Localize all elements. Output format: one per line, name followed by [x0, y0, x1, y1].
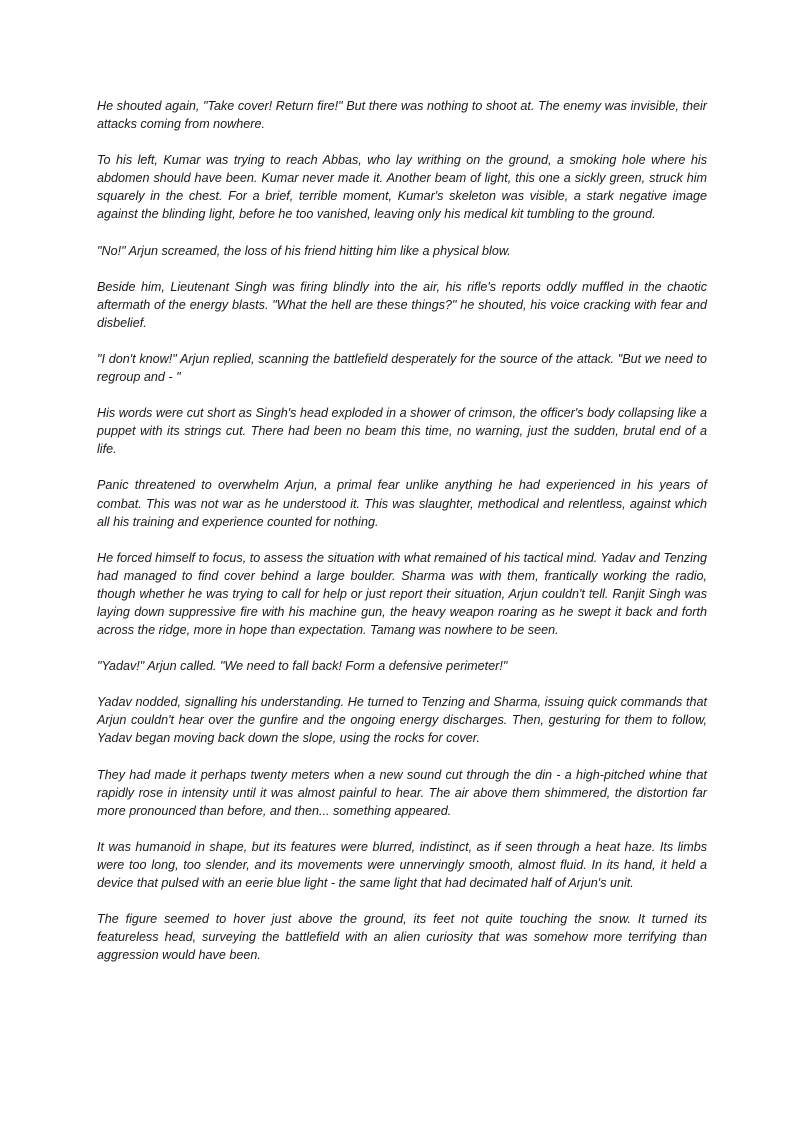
- paragraph: The figure seemed to hover just above the ground, its feet not quite touching the snow. It turned its featureless head, surveying the battlefield with an alien curiosity that was somehow more terrifying than aggression would have been.: [97, 912, 707, 963]
- paragraph: "No!" Arjun screamed, the loss of his friend hitting him like a physical blow.: [97, 243, 511, 258]
- document-page: [97, 97, 707, 982]
- paragraph: He forced himself to focus, to assess the situation with what remained of his tactical mind. Yadav and Tenzing had managed to find cover behind a large boulder. Sharma was with them, frantically working the radio, though whether he was trying to call for help or just report their situation, Arjun couldn't tell. Ranjit Singh was laying down suppressive fire with his machine gun, the heavy weapon roaring as he swept it back and forth across the ridge, more in hope than expectation. Tamang was nowhere to be seen.: [97, 550, 707, 638]
- paragraph: Beside him, Lieutenant Singh was firing blindly into the air, his rifle's reports oddly muffled in the chaotic aftermath of the energy blasts. "What the hell are these things?" he shouted, his voice cracking with fear and disbelief.: [97, 279, 707, 330]
- paragraph: He shouted again, "Take cover! Return fire!" But there was nothing to shoot at. The enemy was invisible, their attacks coming from nowhere.: [97, 99, 707, 132]
- paragraph: It was humanoid in shape, but its features were blurred, indistinct, as if seen through a heat haze. Its limbs were too long, too slender, and its movements were unnervingly smooth, almost fluid. In its hand, it held a device that pulsed with an eerie blue light - the same light that had decimated half of Arjun's unit.: [97, 839, 707, 890]
- paragraph: To his left, Kumar was trying to reach Abbas, who lay writhing on the ground, a smoking hole where his abdomen should have been. Kumar never made it. Another beam of light, this one a sickly green, struck him squarely in the chest. For a brief, terrible moment, Kumar's skeleton was visible, a stark negative image against the blinding light, before he too vanished, leaving only his medical kit tumbling to the ground.: [97, 153, 707, 222]
- paragraph: Panic threatened to overwhelm Arjun, a primal fear unlike anything he had experienced in his years of combat. This was not war as he understood it. This was slaughter, methodical and relentless, against which all his training and experience counted for nothing.: [97, 478, 707, 529]
- paragraph: His words were cut short as Singh's head exploded in a shower of crimson, the officer's body collapsing like a puppet with its strings cut. There had been no beam this time, no warning, just the sudden, brutal end of a life.: [97, 406, 707, 457]
- paragraph: "I don't know!" Arjun replied, scanning the battlefield desperately for the source of the attack. "But we need to regroup and - ": [97, 351, 707, 385]
- paragraph: They had made it perhaps twenty meters when a new sound cut through the din - a high-pitched whine that rapidly rose in intensity until it was almost painful to hear. The air above them shimmered, the distortion far more pronounced than before, and then... something appeared.: [97, 767, 707, 818]
- paragraph: "Yadav!" Arjun called. "We need to fall back! Form a defensive perimeter!": [97, 659, 508, 674]
- paragraph: Yadav nodded, signalling his understanding. He turned to Tenzing and Sharma, issuing quick commands that Arjun couldn't hear over the gunfire and the ongoing energy discharges. Then, gesturing for them to follow, Yadav began moving back down the slope, using the rocks for cover.: [97, 695, 707, 746]
